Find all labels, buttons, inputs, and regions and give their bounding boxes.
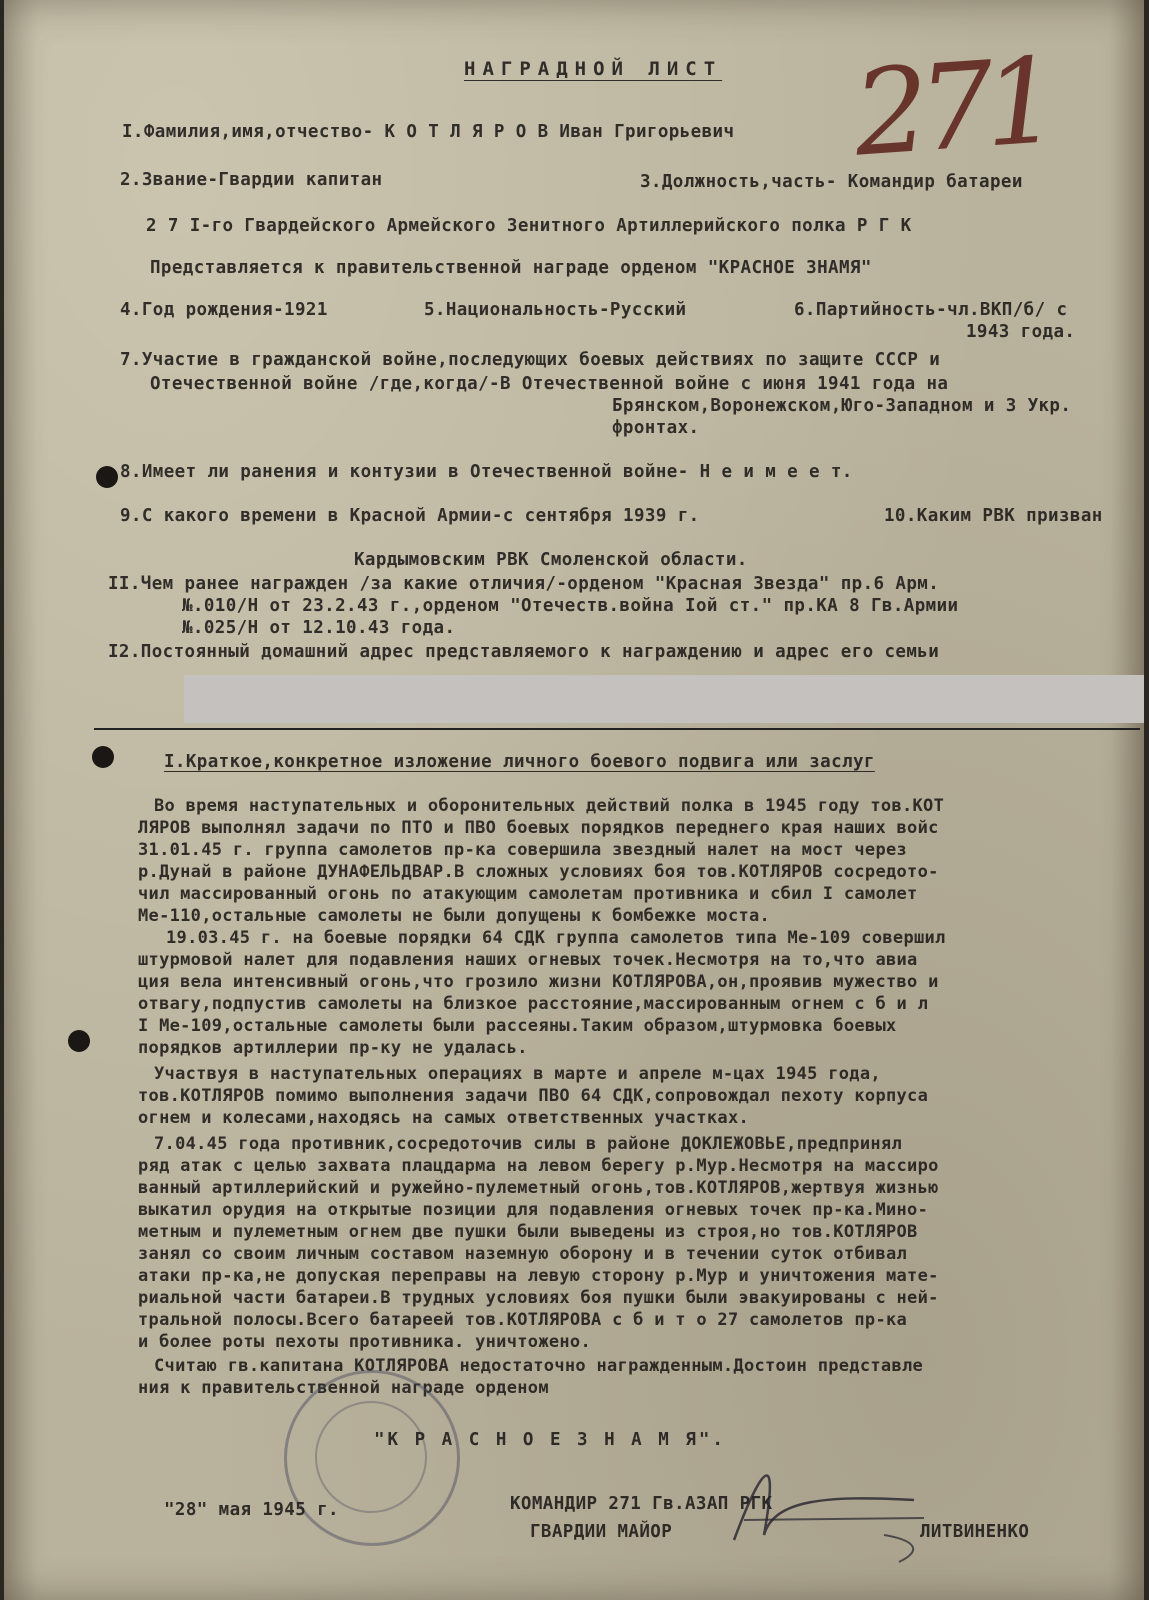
field-name: I.Фамилия,имя,отчество- К О Т Л Я Р О В Иван Григорьевич [122, 122, 735, 142]
body-line: штурмовой налет для подавления наших огневых точек.Несмотря на то,что авиа [138, 950, 918, 970]
field-wounds: 8.Имеет ли ранения и контузии в Отечественной войне- Н е и м е е т. [120, 462, 853, 482]
field-prior-awards-2: №.010/Н от 23.2.43 г.,орденом "Отечеств.война Iой ст." пр.КА 8 Гв.Армии [182, 596, 959, 616]
body-line: ния к правительственной награде орденом [138, 1378, 549, 1398]
punch-hole [96, 466, 118, 488]
punch-hole [68, 1030, 90, 1052]
redacted-area [184, 675, 1144, 723]
body-line: тральной полосы.Всего батареей тов.КОТЛЯРОВА с б и т о 27 самолетов пр-ка [138, 1310, 908, 1330]
body-line: ряд атак с целью захвата плацдарма на левом берегу р.Мур.Несмотря на массиро [138, 1156, 939, 1176]
body-line: отвагу,подпустив самолеты на близкое расстояние,массированным огнем с б и л [138, 994, 929, 1014]
award-sheet [4, 0, 1144, 1600]
award-name: "К Р А С Н О Е З Н А М Я". [374, 1430, 726, 1450]
field-prior-awards-1: II.Чем ранее награжден /за какие отличия/-орденом "Красная Звезда" пр.6 Арм. [108, 574, 940, 594]
field-unit: 2 7 I-го Гвардейского Армейского Зенитного Артиллерийского полка Р Г К [146, 216, 912, 236]
body-line: Ме-110,остальные самолеты не были допущены к бомбежке моста. [138, 906, 771, 926]
section-title: I.Краткое,конкретное изложение личного боевого подвига или заслуг [164, 752, 875, 772]
field-position: 3.Должность,часть- Командир батареи [640, 172, 1023, 192]
body-line: занял со своим личным составом наземную оборону и в течении суток отбивал [138, 1244, 908, 1264]
body-line: 19.03.45 г. на боевые порядки 64 СДК группа самолетов типа Ме-109 совершил [166, 928, 946, 948]
document-date: "28" мая 1945 г. [164, 1500, 339, 1520]
body-line: атаки пр-ка,не допуская переправы на левую сторону р.Мур и уничтожения мате- [138, 1266, 939, 1286]
field-party: 6.Партийность-чл.ВКП/б/ с [794, 300, 1068, 320]
field-rank: 2.Звание-Гвардии капитан [120, 170, 383, 190]
field-participation-2: Отечественной войне /где,когда/-В Отечественной войне с июня 1941 года на [150, 374, 949, 394]
body-line: I Ме-109,остальные самолеты были рассеяны.Таким образом,штурмовка боевых [138, 1016, 897, 1036]
field-participation-4: фронтах. [612, 418, 700, 438]
field-nationality: 5.Национальность-Русский [424, 300, 687, 320]
field-rvk-label: 10.Каким РВК призван [884, 506, 1103, 526]
body-line: порядков артиллерии пр-ку не удалась. [138, 1038, 528, 1058]
body-line: ция вела интенсивный огонь,что грозило жизни КОТЛЯРОВА,он,проявив мужество и [138, 972, 939, 992]
body-line: р.Дунай в районе ДУНАФЕЛЬДВАР.В сложных условиях боя тов.КОТЛЯРОВ сосредото- [138, 862, 939, 882]
body-line: ванный артиллерийский и ружейно-пулеметный огонь,тов.КОТЛЯРОВ,жертвуя жизнью [138, 1178, 939, 1198]
document-title: НАГРАДНОЙ ЛИСТ [464, 58, 723, 80]
body-line: Участвуя в наступательных операциях в марте и апреле м-цах 1945 года, [154, 1064, 881, 1084]
field-participation-3: Брянском,Воронежском,Юго-Западном и 3 Укр. [612, 396, 1072, 416]
handwritten-signature [704, 1440, 944, 1570]
nomination-line: Представляется к правительственной награде орденом "КРАСНОЕ ЗНАМЯ" [150, 258, 872, 278]
handwritten-number: 271 [849, 31, 1054, 183]
body-line: ЛЯРОВ выполнял задачи по ПТО и ПВО боевых порядков переднего края наших войс [138, 818, 939, 838]
field-service-start: 9.С какого времени в Красной Армии-с сентября 1939 г. [120, 506, 700, 526]
field-participation-1: 7.Участие в гражданской войне,последующих боевых действиях по защите СССР и [120, 350, 941, 370]
signature-name: ЛИТВИНЕНКО [920, 1522, 1030, 1542]
body-line: 7.04.45 года противник,сосредоточив силы в районе ДОКЛЕЖОВЬЕ,предпринял [154, 1134, 902, 1154]
body-line: 31.01.45 г. группа самолетов пр-ка совершила звездный налет на мост через [138, 840, 908, 860]
field-prior-awards-3: №.025/Н от 12.10.43 года. [182, 618, 456, 638]
field-party-year: 1943 года. [966, 322, 1076, 342]
body-line: Во время наступательных и оборонительных действий полка в 1945 году тов.КОТ [154, 796, 945, 816]
body-line: чил массированный огонь по атакующим самолетам противника и сбил I самолет [138, 884, 918, 904]
body-line: и более роты пехоты противника. уничтожено. [138, 1332, 591, 1352]
body-line: выкатил орудия на открытые позиции для подавления огневых точек пр-ка.Мино- [138, 1200, 929, 1220]
body-line: Считаю гв.капитана КОТЛЯРОВА недостаточно награжденным.Достоин представле [154, 1356, 924, 1376]
body-line: огнем и колесами,находясь на самых ответственных участках. [138, 1108, 750, 1128]
field-rvk: Кардымовским РВК Смоленской области. [354, 550, 748, 570]
body-line: риальной части батареи.В трудных условиях боя пушки были эвакуированы с ней- [138, 1288, 939, 1308]
divider-line [94, 728, 1140, 730]
field-birth-year: 4.Год рождения-1921 [120, 300, 328, 320]
punch-hole [92, 746, 114, 768]
signature-title-commander: КОМАНДИР 271 Гв.АЗАП РГК [510, 1494, 773, 1514]
signature-title-rank: ГВАРДИИ МАЙОР [530, 1522, 673, 1542]
body-line: метным и пулеметным огнем две пушки были выведены из строя,но тов.КОТЛЯРОВ [138, 1222, 918, 1242]
body-line: тов.КОТЛЯРОВ помимо выполнения задачи ПВО 64 СДК,сопровождал пехоту корпуса [138, 1086, 929, 1106]
field-address: I2.Постоянный домашний адрес представляемого к награждению и адрес его семьи [108, 642, 940, 662]
